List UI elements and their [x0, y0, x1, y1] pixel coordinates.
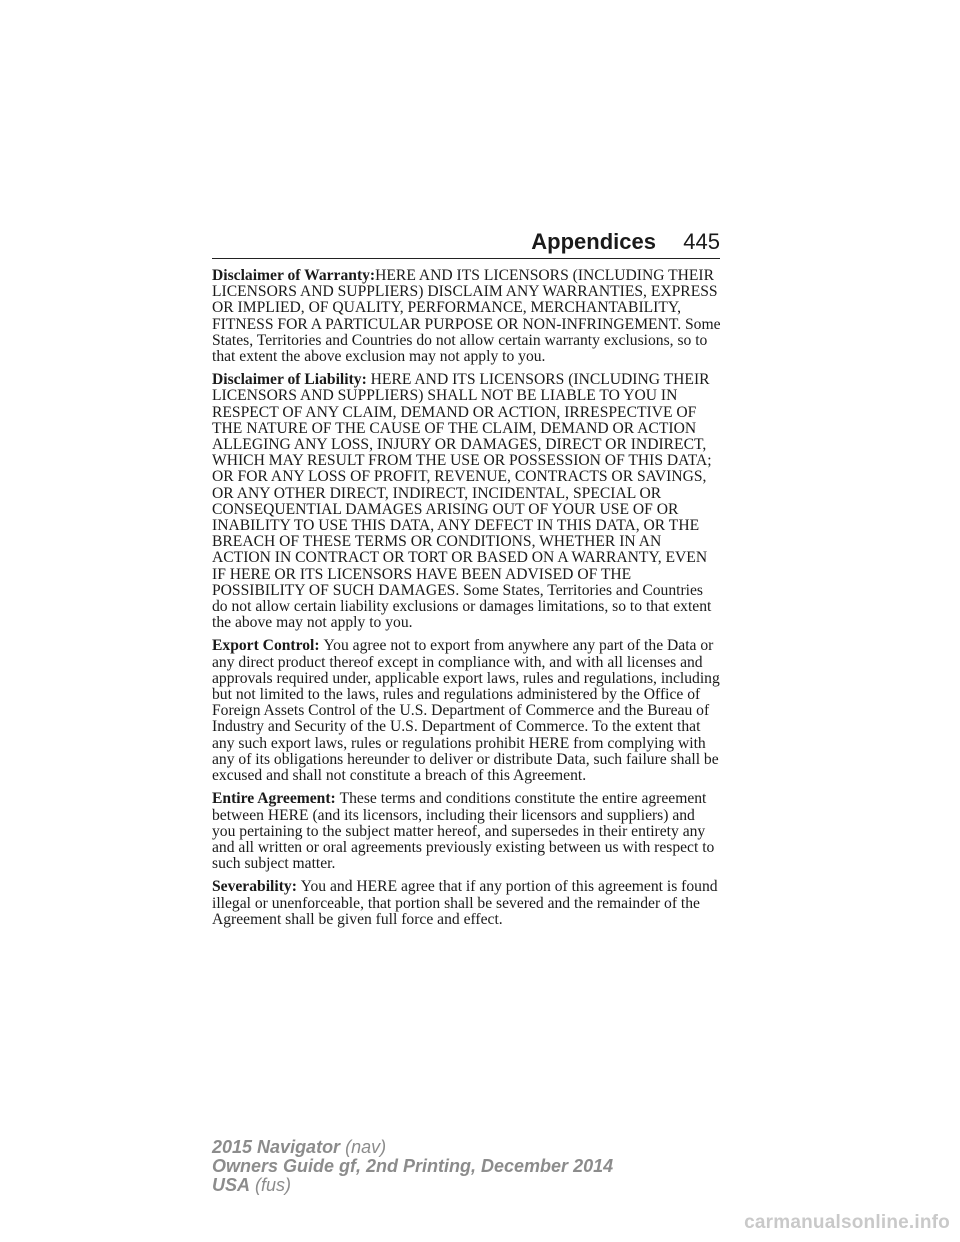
footer-market-line	[212, 1176, 732, 1195]
page-number: 445	[683, 229, 720, 254]
footer-model: 2015 Navigator	[212, 1137, 341, 1157]
paragraph-label: Severability:	[212, 878, 301, 896]
paragraph-entire-agreement	[212, 791, 722, 872]
paragraph-label: Disclaimer of Warranty:	[212, 267, 376, 284]
paragraph-label: Export Control:	[212, 637, 324, 655]
footer-model-line	[212, 1138, 732, 1157]
paragraph-disclaimer-of-warranty	[212, 268, 722, 365]
footer-printing-line: Owners Guide gf, 2nd Printing, December 2014	[212, 1156, 614, 1176]
paragraph-text: HERE AND ITS LICENSORS (INCLUDING THEIR LICENSORS AND SUPPLIERS) SHALL NOT BE LIABLE TO YOU IN RESPECT OF ANY CLAIM, DEMAND OR ACTION, IRRESPECTIVE OF THE NATURE OF THE CAUSE OF THE CLAIM, DEMAND OR ACTION ALLEGING ANY LOSS, INJURY OR DAMAGES, DIRECT OR INDIRECT, WHICH MAY RESULT FROM THE USE OR POSSESSION OF THIS DATA; OR FOR ANY LOSS OF PROFIT, REVENUE, CONTRACTS OR SAVINGS, OR ANY OTHER DIRECT, INDIRECT, INCIDENTAL, SPECIAL OR CONSEQUENTIAL DAMAGES ARISING OUT OF YOUR USE OF OR INABILITY TO USE THIS DATA, ANY DEFECT IN THIS DATA, OR THE BREACH OF THESE TERMS OR CONDITIONS, WHETHER IN AN ACTION IN CONTRACT OR TORT OR BASED ON A WARRANTY, EVEN IF HERE OR ITS LICENSORS HAVE BEEN ADVISED OF THE POSSIBILITY OF SUCH DAMAGES. Some States, Territories and Countries do not allow certain liability exclusions or damages limitations, so to that extent the above may not apply to you.	[212, 371, 712, 632]
paragraph-text: HERE AND ITS LICENSORS (INCLUDING THEIR LICENSORS AND SUPPLIERS) DISCLAIM ANY WARRANTIES, EXPRESS OR IMPLIED, OF QUALITY, PERFORMANCE, MERCHANTABILITY, FITNESS FOR A PARTICULAR PURPOSE OR NON-INFRINGEMENT. Some States, Territories and Countries do not allow certain warranty exclusions, so to that extent the above exclusion may not apply to you.	[212, 267, 721, 366]
page-footer	[212, 1138, 732, 1195]
paragraph-severability	[212, 879, 722, 928]
footer-market-code: (fus)	[255, 1175, 292, 1195]
page-body	[212, 268, 722, 935]
paragraph-label: Entire Agreement:	[212, 790, 340, 808]
section-title: Appendices	[531, 229, 656, 254]
site-watermark: carmanualsonline.info	[744, 1212, 950, 1233]
paragraph-text: You agree not to export from anywhere any part of the Data or any direct product thereof except in compliance with, and with all licenses and approvals required under, applicable export laws, rules and regulations, including but not limited to the laws, rules and regulations administered by the Office of Foreign Assets Control of the U.S. Department of Commerce and the Bureau of Industry and Security of the U.S. Department of Commerce. To the extent that any such export laws, rules or regulations prohibit HERE from complying with any of its obligations hereunder to deliver or distribute Data, such failure shall be excused and shall not constitute a breach of this Agreement.	[212, 637, 720, 785]
page-header	[212, 228, 720, 259]
paragraph-export-control	[212, 638, 722, 784]
footer-market: USA	[212, 1175, 251, 1195]
paragraph-text: These terms and conditions constitute the entire agreement between HERE (and its licensors, including their licensors and suppliers) and you pertaining to the subject matter hereof, and supersedes in their entirety any and all written or oral agreements previously existing between us with respect to such subject matter.	[212, 790, 715, 873]
paragraph-disclaimer-of-liability	[212, 372, 722, 631]
paragraph-label: Disclaimer of Liability:	[212, 371, 371, 389]
footer-model-code: (nav)	[345, 1137, 387, 1157]
paragraph-text: You and HERE agree that if any portion of this agreement is found illegal or unenforceable, that portion shall be severed and the remainder of the Agreement shall be given full force and effect.	[212, 878, 718, 928]
